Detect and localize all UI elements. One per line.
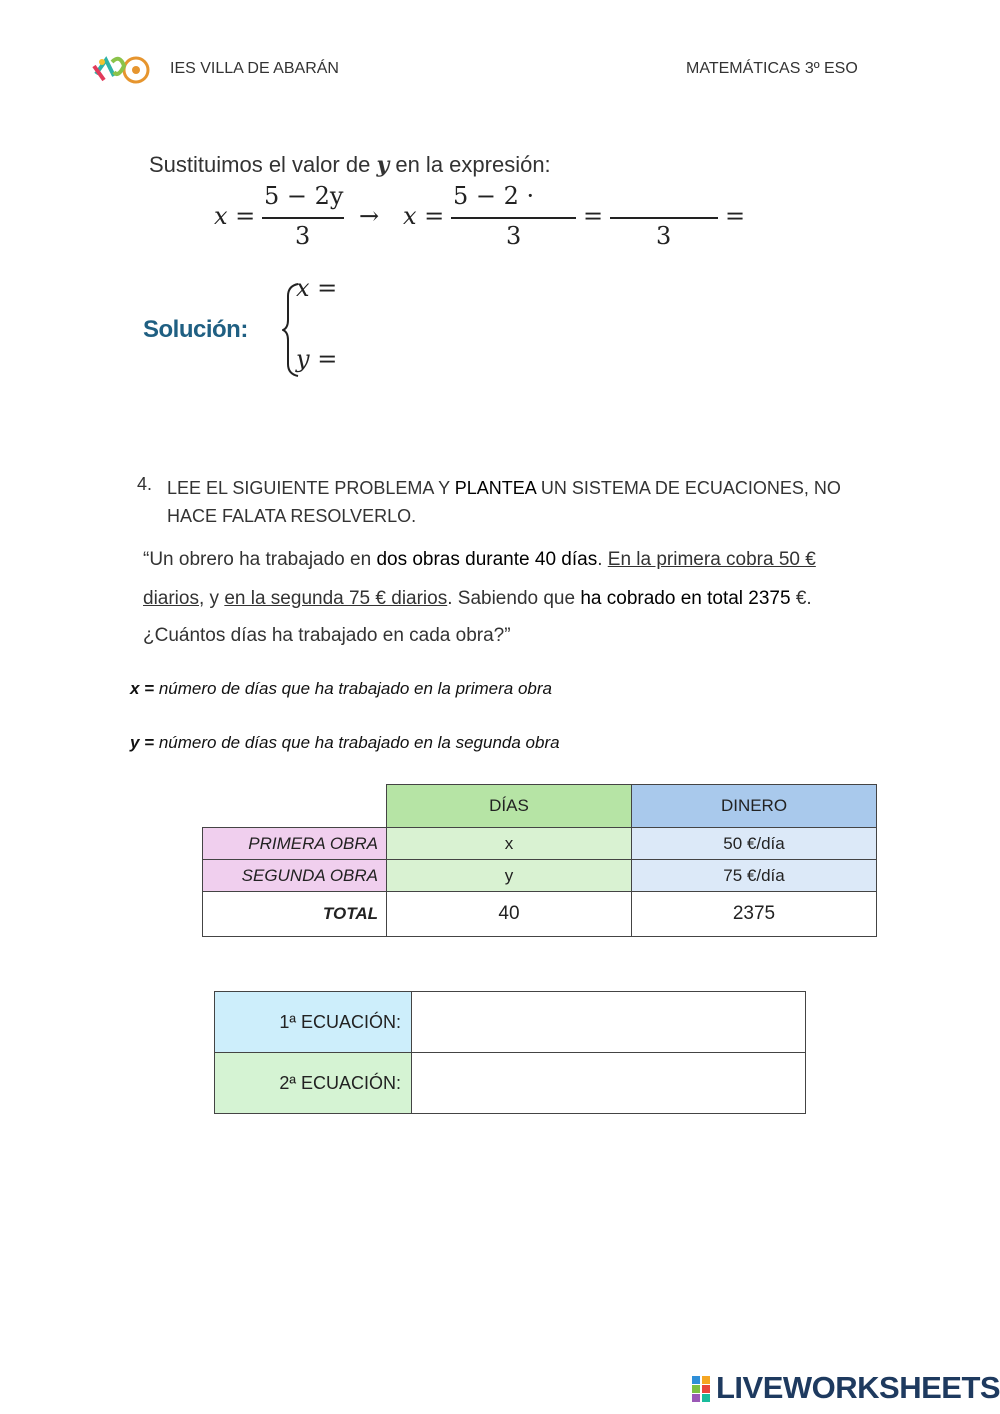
problem-line-1: “Un obrero ha trabajado en dos obras durante 40 días. En la primera cobra 50 € — [143, 549, 816, 570]
fraction-bar-2 — [451, 217, 576, 219]
x-result-input[interactable] — [752, 203, 836, 233]
fraction-bar-1 — [262, 217, 344, 219]
solution-x-input[interactable] — [350, 276, 444, 306]
x-equals: x = — [214, 202, 256, 230]
equation-2-answer[interactable] — [412, 1053, 806, 1114]
cell-dias-primera: x — [387, 828, 632, 860]
cell-dias-segunda: y — [387, 860, 632, 892]
question-number: 4. — [137, 474, 153, 494]
equals-a: = — [583, 202, 604, 230]
y-variable-definition: y = número de días que ha trabajado en la segunda obra — [130, 733, 560, 752]
header-dinero: DINERO — [632, 785, 877, 828]
liveworksheets-icon — [692, 1376, 710, 1402]
problem-line-2: diarios, y en la segunda 75 € diarios. Sabiendo que ha cobrado en total 2375 €. — [143, 588, 812, 609]
fraction-denominator-3: 3 — [656, 222, 672, 250]
equation-1-answer[interactable] — [412, 992, 806, 1053]
row-label-segunda: SEGUNDA OBRA — [203, 860, 387, 892]
fraction-numerator-2: 5 − 2 · — [453, 182, 535, 210]
fraction-denominator-2: 3 — [506, 222, 522, 250]
table-row — [203, 860, 877, 892]
table-row-total — [203, 892, 877, 937]
fraction-denominator-1: 3 — [295, 222, 311, 250]
table-header-row — [203, 785, 877, 828]
x-equals-2: x = — [403, 202, 445, 230]
solution-y-input[interactable] — [350, 347, 444, 377]
school-name: IES VILLA DE ABARÁN — [170, 60, 339, 77]
cell-dinero-segunda: 75 €/día — [632, 860, 877, 892]
equals-b: = — [725, 202, 746, 230]
fraction-numerator-1: 5 − 2y — [264, 182, 344, 210]
problem-line-3: ¿Cuántos días ha trabajado en cada obra?” — [143, 625, 511, 646]
table-row — [203, 828, 877, 860]
substitution-intro: Sustituimos el valor de y en la expresión: — [149, 152, 551, 178]
header-dias: DÍAS — [387, 785, 632, 828]
solution-x-line: x = — [296, 274, 338, 302]
equation-1-label: 1ª ECUACIÓN: — [215, 992, 412, 1053]
equation-table — [214, 991, 806, 1114]
question-statement: LEE EL SIGUIENTE PROBLEMA Y PLANTEA UN SISTEMA DE ECUACIONES, NO HACE FALATA RESOLVERLO. — [167, 478, 841, 526]
cell-dinero-primera: 50 €/día — [632, 828, 877, 860]
data-table — [202, 784, 877, 937]
solution-label: Solución: — [143, 316, 248, 343]
cell-dias-total: 40 — [387, 892, 632, 937]
equation-row-1 — [215, 992, 806, 1053]
x-variable-definition: x = número de días que ha trabajado en la primera obra — [130, 679, 552, 698]
row-label-primera: PRIMERA OBRA — [203, 828, 387, 860]
solution-y-line: y = — [296, 345, 338, 373]
subject-name: MATEMÁTICAS 3º ESO — [686, 60, 858, 77]
cell-dinero-total: 2375 — [632, 892, 877, 937]
school-logo — [92, 52, 150, 88]
equation-row-2 — [215, 1053, 806, 1114]
substitution-value-input[interactable] — [536, 186, 576, 214]
fraction-bar-3 — [610, 217, 718, 219]
liveworksheets-brand: LIVEWORKSHEETS — [716, 1370, 1000, 1405]
arrow: → — [359, 202, 380, 230]
equation-2-label: 2ª ECUACIÓN: — [215, 1053, 412, 1114]
numerator-result-input[interactable] — [612, 186, 720, 214]
table-corner — [203, 785, 387, 828]
row-label-total: TOTAL — [203, 892, 387, 937]
